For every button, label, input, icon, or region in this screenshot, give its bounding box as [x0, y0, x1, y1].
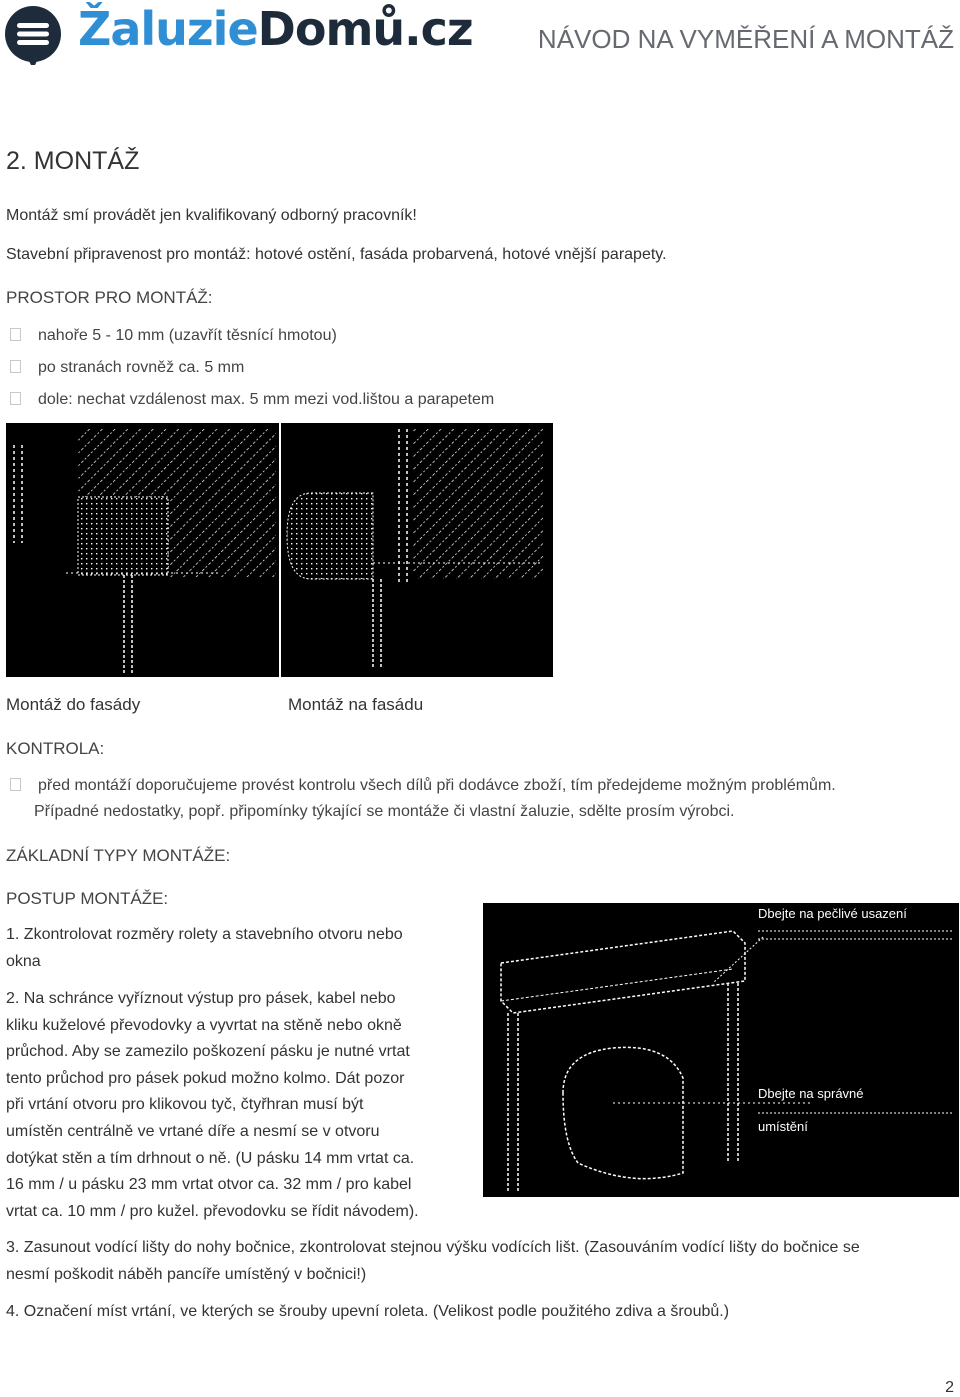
- step-2-line: kliku kuželové převodovky a vyvrtat na stěně nebo okně: [6, 1016, 402, 1034]
- logo-icon: [3, 5, 63, 65]
- caption-left: Montáž do fasády: [6, 695, 141, 714]
- prostor-item: [6, 387, 494, 413]
- roller-box-diagram: [483, 903, 959, 1197]
- bullet-icon: [10, 360, 21, 373]
- header-title: NÁVOD NA VYMĚŘENÍ A MONTÁŽ: [537, 24, 954, 54]
- step-2-line: při vrtání otvoru pro klikovou tyč, čtyřhran musí být: [6, 1096, 364, 1114]
- prostor-title: PROSTOR PRO MONTÁŽ:: [6, 288, 213, 307]
- section-heading: 2. MONTÁŽ: [6, 147, 140, 175]
- facade-mount-diagram: [6, 423, 279, 677]
- logo-text-part2: Domů.cz: [257, 2, 473, 56]
- figure-label-1: Dbejte na pečlivé usazení: [758, 906, 907, 921]
- kontrola-text: před montáží doporučujeme provést kontrolu všech dílů při dodávce zboží, tím předejdeme možným problémům.: [38, 777, 836, 794]
- caption-right: Montáž na fasádu: [288, 695, 424, 714]
- step-2-line: 2. Na schránce vyříznout výstup pro pásek, kabel nebo: [6, 990, 396, 1007]
- page-number: 2: [945, 1379, 954, 1396]
- step-2-line: vrtat ca. 10 mm / pro kužel. převodovku se řídit návodem).: [6, 1202, 419, 1220]
- kontrola-line-1: [6, 773, 836, 799]
- postup-title: POSTUP MONTÁŽE:: [6, 889, 169, 908]
- step-1-line: okna: [6, 952, 41, 970]
- step-4: 4. Označení míst vrtání, ve kterých se šrouby upevní roleta. (Velikost podle použitého zdiva a šroubů.): [6, 1303, 730, 1320]
- step-1-line: 1. Zkontrolovat rozměry rolety a stavebního otvoru nebo: [6, 926, 403, 943]
- step-2-line: průchod. Aby se zamezilo poškození pásku je nutné vrtat: [6, 1043, 410, 1061]
- step-2: [6, 986, 419, 1225]
- on-facade-mount-diagram: [281, 423, 553, 677]
- typy-title: ZÁKLADNÍ TYPY MONTÁŽE:: [6, 846, 231, 865]
- bullet-icon: [10, 328, 21, 341]
- figure-label-3: umístění: [758, 1119, 808, 1134]
- prostor-item-text: po stranách rovněž ca. 5 mm: [38, 359, 245, 376]
- intro-line-2: Stavební připravenost pro montáž: hotové ostění, fasáda probarvená, hotové vnější parapety.: [6, 246, 667, 263]
- step-2-line: 16 mm / u pásku 23 mm vrtat otvor ca. 32 mm / pro kabel: [6, 1176, 412, 1194]
- logo-wordmark[interactable]: [78, 2, 473, 56]
- prostor-item: [6, 355, 244, 381]
- step-2-line: tento průchod pro pásek pokud možno kolmo. Dát pozor: [6, 1069, 405, 1087]
- figure-label-2: Dbejte na správné: [758, 1086, 864, 1101]
- bullet-icon: [10, 778, 21, 791]
- step-2-line: dotýkat stěn a tím drhnout o ně. (U pásku 14 mm vrtat ca.: [6, 1149, 415, 1167]
- prostor-item-text: dole: nechat vzdálenost max. 5 mm mezi vod.lištou a parapetem: [38, 391, 495, 408]
- intro-line-1: Montáž smí provádět jen kvalifikovaný odborný pracovník!: [6, 207, 417, 224]
- bullet-icon: [10, 392, 21, 405]
- prostor-item-text: nahoře 5 - 10 mm (uzavřít těsnící hmotou): [38, 327, 337, 344]
- kontrola-line-2: Případné nedostatky, popř. připomínky týkající se montáže či vlastní žaluzie, sdělte prosím výrobci.: [34, 803, 735, 820]
- prostor-item: [6, 323, 337, 349]
- step-3: [6, 1235, 860, 1288]
- step-2-line: umístěn centrálně ve vrtané díře a nesmí se v otvoru: [6, 1122, 380, 1140]
- logo-text-part1: Žaluzie: [78, 2, 258, 56]
- step-3-line: nesmí poškodit náběh pancíře umístěný v bočnici!): [6, 1265, 367, 1283]
- step-3-line: 3. Zasunout vodící lišty do nohy bočnice, zkontrolovat stejnou výšku vodících lišt. (Zasouváním vodící lišty do bočnice se: [6, 1239, 860, 1256]
- step-1: [6, 922, 403, 975]
- kontrola-title: KONTROLA:: [6, 739, 105, 758]
